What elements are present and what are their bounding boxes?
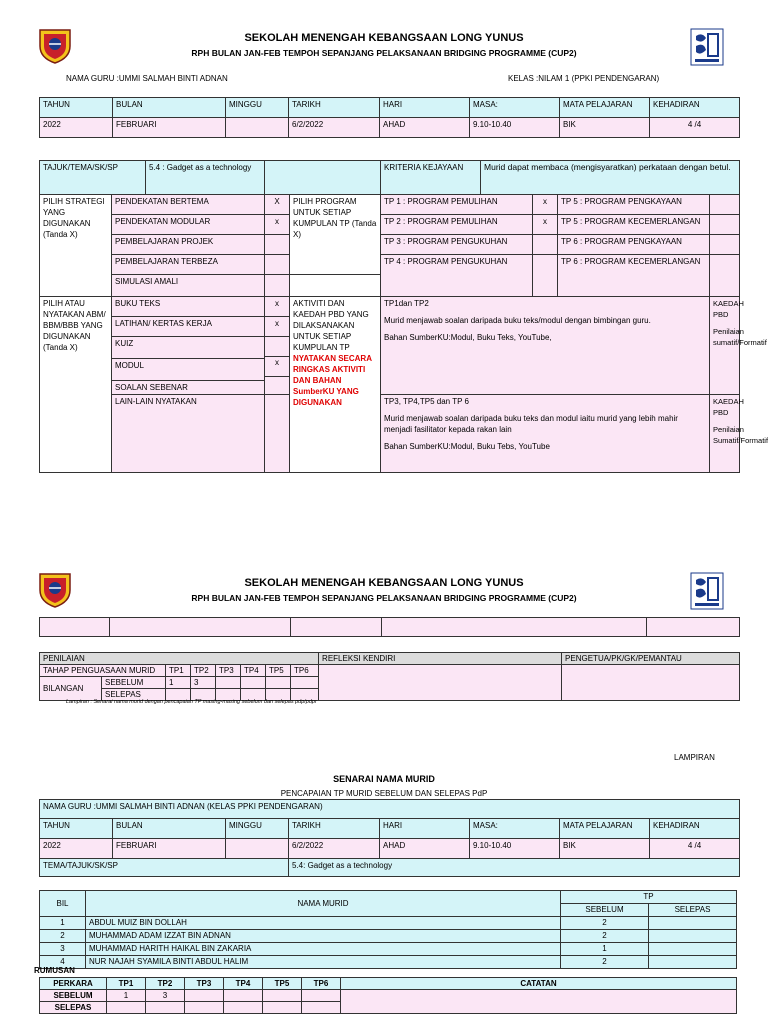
program-right-mark (710, 195, 740, 215)
info-label-minggu: MINGGU (226, 98, 289, 118)
info-value-bulan: FEBRUARI (113, 118, 226, 138)
pengetua-label: PENGETUA/PK/GK/PEMANTAU (562, 653, 740, 665)
info-label-kehadiran: KEHADIRAN (650, 819, 740, 839)
penilaian-label: PENILAIAN (40, 653, 319, 665)
sebelum-value (266, 677, 291, 689)
appendix-info-table (39, 799, 740, 877)
program-left-mark (533, 255, 558, 297)
rumusan-table (39, 977, 737, 1014)
info-value-minggu (226, 839, 289, 859)
sebelum-value (291, 677, 319, 689)
info-value-mata-pelajaran: BIK (560, 118, 650, 138)
student-name: NUR NAJAH SYAMILA BINTI ABDUL HALIM (86, 956, 561, 969)
program-right: TP 5 : PROGRAM PENGKAYAAN (558, 195, 710, 215)
program-right: TP 6 : PROGRAM PENGKAYAAN (558, 235, 710, 255)
activity1-source: Bahan SumberKU:Modul, Buku Teks, YouTube, (384, 333, 552, 342)
ministry-logo (690, 28, 724, 66)
tp-header: TP1 (166, 665, 191, 677)
program-left: TP 1 : PROGRAM PEMULIHAN (381, 195, 533, 215)
student-before: 2 (561, 917, 649, 930)
student-no: 2 (40, 930, 86, 943)
info-label-hari: HARI (380, 98, 470, 118)
criteria-label: KRITERIA KEJAYAAN (381, 161, 481, 194)
info-label-tarikh: TARIKH (289, 98, 380, 118)
rumusan-selepas-value (263, 1002, 302, 1014)
info-label-tarikh: TARIKH (289, 819, 380, 839)
info-label-tahun: TAHUN (40, 819, 113, 839)
program-right: TP 6 : PROGRAM KECEMERLANGAN (558, 255, 710, 297)
activity1-pbd-value: Penilaian sumatif/Formatif (713, 327, 767, 347)
appendix-subtitle: PENCAPAIAN TP MURID SEBELUM DAN SELEPAS PdP (280, 789, 488, 798)
tp-header: TP3 (216, 665, 241, 677)
tp-header: TP2 (146, 978, 185, 990)
tp-header: TP5 (266, 665, 291, 677)
tahap-label: TAHAP PENGUASAAN MURID (40, 665, 166, 677)
strategy-item: PEMBELAJARAN PROJEK (112, 235, 265, 255)
rumusan-sebelum-value (224, 990, 263, 1002)
strategy-mark (265, 255, 290, 275)
strategy-label: PILIH STRATEGI YANG DIGUNAKAN (Tanda X) (40, 195, 112, 297)
info-value-bulan: FEBRUARI (113, 839, 226, 859)
info-table (39, 97, 740, 138)
info-label-bulan: BULAN (113, 819, 226, 839)
info-value-kehadiran: 4 /4 (650, 839, 740, 859)
info-value-minggu (226, 118, 289, 138)
info-label-mata-pelajaran: MATA PELAJARAN (560, 98, 650, 118)
class-name: KELAS :NILAM 1 (PPKI PENDENGARAN) (508, 74, 660, 83)
appendix-tema-value: 5.4: Gadget as a technology (289, 859, 740, 877)
tp-header: TP2 (191, 665, 216, 677)
rumusan-selepas: SELEPAS (40, 1002, 107, 1014)
plan-table (39, 160, 768, 473)
student-no: 3 (40, 943, 86, 956)
tp-header: TP4 (241, 665, 266, 677)
rumusan-selepas-value (146, 1002, 185, 1014)
student-after (649, 917, 737, 930)
info-value-masa: 9.10-10.40 (470, 839, 560, 859)
continuation-row (39, 617, 740, 637)
abm-item: MODUL (112, 359, 264, 381)
info-label-kehadiran: KEHADIRAN (650, 98, 740, 118)
assessment-table (39, 652, 740, 701)
abm-item: KUIZ (112, 337, 264, 359)
info-value-tahun: 2022 (40, 839, 113, 859)
sebelum-value (241, 677, 266, 689)
bil-header: BIL (40, 891, 86, 917)
rumusan-sebelum-value: 3 (146, 990, 185, 1002)
strategy-mark (265, 235, 290, 255)
program-left: TP 2 : PROGRAM PEMULIHAN (381, 215, 533, 235)
selepas-header: SELEPAS (649, 904, 737, 917)
info-value-hari: AHAD (380, 839, 470, 859)
student-after (649, 956, 737, 969)
tp-header: TP6 (302, 978, 341, 990)
student-name: ABDUL MUIZ BIN DOLLAH (86, 917, 561, 930)
activity1-text: Murid menjawab soalan daripada buku teks/modul dengan bimbingan guru. (384, 316, 651, 325)
appendix-tema-label: TEMA/TAJUK/SK/SP (40, 859, 289, 877)
info-value-hari: AHAD (380, 118, 470, 138)
strategy-mark: x (265, 215, 290, 235)
sebelum-header: SEBELUM (561, 904, 649, 917)
strategy-item: PEMBELAJARAN TERBEZA (112, 255, 265, 275)
table-row (40, 930, 737, 943)
ministry-logo (690, 572, 724, 610)
info-label-tahun: TAHUN (40, 98, 113, 118)
sebelum-label: SEBELUM (102, 677, 166, 689)
strategy-item: PENDEKATAN MODULAR (112, 215, 265, 235)
info-label-masa: MASA: (470, 98, 560, 118)
abm-mark (265, 337, 289, 357)
rumusan-sebelum-value (263, 990, 302, 1002)
plan-subtitle: RPH BULAN JAN-FEB TEMPOH SEPANJANG PELAKSANAAN BRIDGING PROGRAMME (CUP2) (191, 48, 577, 58)
rumusan-sebelum: SEBELUM (40, 990, 107, 1002)
program-right-mark (710, 235, 740, 255)
info-value-tahun: 2022 (40, 118, 113, 138)
tp-header: TP5 (263, 978, 302, 990)
tp-header: TP (561, 891, 737, 904)
sebelum-value: 3 (191, 677, 216, 689)
student-after (649, 930, 737, 943)
info-value-masa: 9.10-10.40 (470, 118, 560, 138)
activity2-text: Murid menjawab soalan daripada buku teks dan modul iaitu murid yang lebih mahir menjadi fasilitator kepada rakan lain (384, 414, 678, 434)
pengetua-box (562, 665, 740, 701)
student-table (39, 890, 737, 969)
abm-mark: x (265, 297, 290, 317)
program-right-mark (710, 215, 740, 235)
refleksi-label: REFLEKSI KENDIRI (319, 653, 562, 665)
program-left-mark: x (533, 215, 558, 235)
strategy-item: PENDEKATAN BERTEMA (112, 195, 265, 215)
program-right: TP 5 : PROGRAM KECEMERLANGAN (558, 215, 710, 235)
selepas-label: SELEPAS (102, 689, 166, 701)
appendix-title: SENARAI NAMA MURID (333, 774, 435, 784)
bilangan-label: BILANGAN (40, 677, 102, 701)
rumusan-sebelum-value (302, 990, 341, 1002)
tp-header: TP4 (224, 978, 263, 990)
teacher-name: NAMA GURU :UMMI SALMAH BINTI ADNAN (66, 74, 228, 83)
tp-header: TP6 (291, 665, 319, 677)
rumusan-selepas-value (107, 1002, 146, 1014)
program-right-mark (710, 255, 740, 297)
student-no: 4 (40, 956, 86, 969)
program-left-mark (533, 235, 558, 255)
rumusan-label: RUMUSAN (34, 966, 75, 975)
activity-label-red: NYATAKAN SECARA RINGKAS AKTIVITI DAN BAHAN SumberKU YANG DIGUNAKAN (293, 354, 372, 407)
perkara-header: PERKARA (40, 978, 107, 990)
rumusan-selepas-value (185, 1002, 224, 1014)
info-value-tarikh: 6/2/2022 (289, 118, 380, 138)
activity1-title: TP1dan TP2 (384, 299, 429, 308)
info-label-hari: HARI (380, 819, 470, 839)
nama-header: NAMA MURID (86, 891, 561, 917)
info-value-mata-pelajaran: BIK (560, 839, 650, 859)
abm-mark: x (265, 357, 289, 377)
activity1-pbd-label: KAEDAH PBD (713, 299, 744, 319)
catatan-header: CATATAN (341, 978, 737, 990)
topic-value: 5.4 : Gadget as a technology (149, 163, 252, 172)
student-before: 2 (561, 956, 649, 969)
rumusan-selepas-value (224, 1002, 263, 1014)
table-row (40, 956, 737, 969)
abm-label: PILIH ATAU NYATAKAN ABM/ BBM/BBB YANG DIGUNAKAN (Tanda X) (40, 297, 112, 473)
student-after (649, 943, 737, 956)
appendix-teacher: NAMA GURU :UMMI SALMAH BINTI ADNAN (KELAS PPKI PENDENGARAN) (40, 800, 740, 819)
strategy-mark: X (265, 195, 290, 215)
strategy-item: SIMULASI AMALI (112, 275, 265, 297)
info-value-kehadiran: 4 /4 (650, 118, 740, 138)
strategy-mark (265, 275, 290, 297)
abm-item: LAIN-LAIN NYATAKAN (112, 395, 265, 473)
program-label: PILIH PROGRAM UNTUK SETIAP KUMPULAN TP (Tanda X) (290, 195, 381, 275)
info-label-bulan: BULAN (113, 98, 226, 118)
sebelum-value: 1 (166, 677, 191, 689)
activity2-source: Bahan SumberKU:Modul, Buku Tebs, YouTube (384, 442, 550, 451)
student-no: 1 (40, 917, 86, 930)
student-before: 1 (561, 943, 649, 956)
info-label-mata-pelajaran: MATA PELAJARAN (560, 819, 650, 839)
school-name: SEKOLAH MENENGAH KEBANGSAAN LONG YUNUS (244, 577, 524, 589)
catatan-box (341, 990, 737, 1014)
info-label-masa: MASA: (470, 819, 560, 839)
abm-mark: x (265, 317, 290, 337)
table-row (40, 943, 737, 956)
lampiran-label: LAMPIRAN (674, 753, 715, 762)
plan-subtitle: RPH BULAN JAN-FEB TEMPOH SEPANJANG PELAKSANAAN BRIDGING PROGRAMME (CUP2) (191, 593, 577, 603)
activity2-pbd-label: KAEDAH PBD (713, 397, 744, 417)
criteria-value: Murid dapat membaca (mengisyaratkan) perkataan dengan betul. (484, 162, 731, 172)
sebelum-value (216, 677, 241, 689)
abm-mark (265, 395, 290, 473)
tp-header: TP3 (185, 978, 224, 990)
activity-label: AKTIVITI DAN KAEDAH PBD YANG DILAKSANAKAN UNTUK SETIAP KUMPULAN TP (293, 299, 369, 352)
rumusan-selepas-value (302, 1002, 341, 1014)
tp-header: TP1 (107, 978, 146, 990)
abm-item: LATIHAN/ KERTAS KERJA (112, 317, 265, 337)
program-left: TP 3 : PROGRAM PENGUKUHAN (381, 235, 533, 255)
activity2-title: TP3, TP4,TP5 dan TP 6 (384, 397, 469, 406)
lampiran-note: Lampiran : Senarai nama murid dengan pencapaian TP masing-masing sebelum dan selepas pdp/pdpr (66, 699, 317, 705)
student-before: 2 (561, 930, 649, 943)
school-name: SEKOLAH MENENGAH KEBANGSAAN LONG YUNUS (244, 32, 524, 44)
info-value-tarikh: 6/2/2022 (289, 839, 380, 859)
refleksi-box (319, 665, 562, 701)
topic-label: TAJUK/TEMA/SK/SP (40, 161, 146, 194)
student-name: MUHAMMAD ADAM IZZAT BIN ADNAN (86, 930, 561, 943)
rumusan-sebelum-value (185, 990, 224, 1002)
student-name: MUHAMMAD HARITH HAIKAL BIN ZAKARIA (86, 943, 561, 956)
abm-item: BUKU TEKS (112, 297, 265, 317)
rumusan-sebelum-value: 1 (107, 990, 146, 1002)
program-left-mark: x (533, 195, 558, 215)
table-row (40, 917, 737, 930)
abm-item: SOALAN SEBENAR (115, 383, 188, 392)
info-label-minggu: MINGGU (226, 819, 289, 839)
program-left: TP 4 : PROGRAM PENGUKUHAN (381, 255, 533, 297)
activity2-pbd-value: Penilaian Sumatif/Formatif (713, 425, 768, 445)
